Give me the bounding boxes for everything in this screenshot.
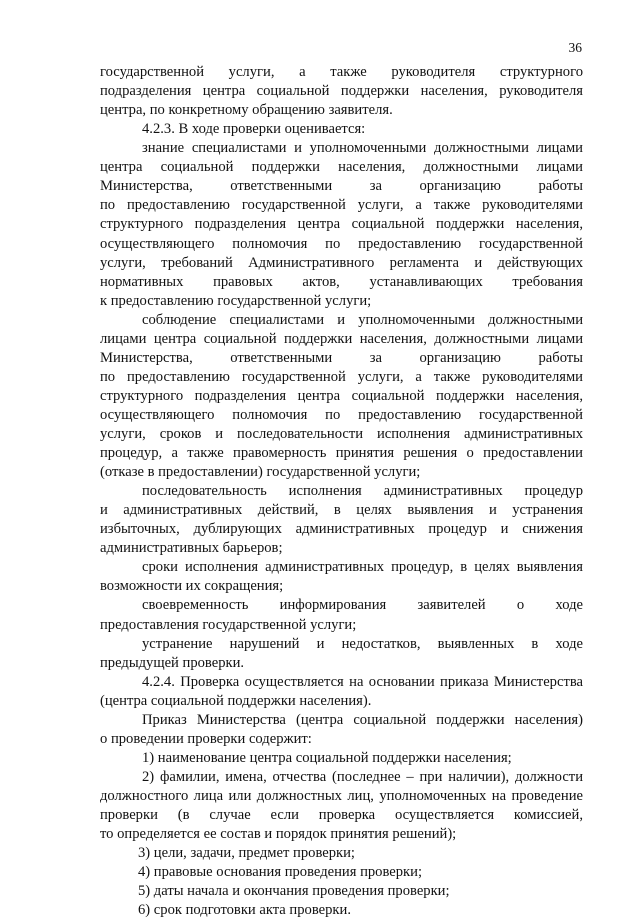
text-line: предоставления государственной услуги; [100, 616, 357, 633]
text-line: последовательность исполнения административных процедур [142, 483, 583, 500]
text-line: нормативных правовых актов, устанавливающих требования [100, 273, 583, 290]
text-line: устранение нарушений и недостатков, выявленных в ходе [142, 635, 583, 652]
text-line: процедур, а также правомерность принятия решения о предоставлении [100, 445, 583, 461]
text-line: осуществляющего полномочия по предоставлению государственной [100, 235, 583, 252]
page-number: 36 [568, 40, 582, 55]
text-line: (центра социальной поддержки населения). [100, 692, 372, 709]
list-item: 2) фамилии, имена, отчества (последнее – при наличии), должности [142, 768, 583, 785]
text-line: сроки исполнения административных процедур, в целях выявления [142, 559, 583, 576]
text-line: лицами центра социальной поддержки населения, должностными лицами [100, 330, 583, 347]
text-line: избыточных, дублирующих административных процедур и снижения [100, 521, 583, 538]
text-line: Министерства, ответственными за организацию работы [100, 178, 583, 195]
list-item: 5) даты начала и окончания проведения проверки; [138, 883, 450, 900]
text-line: структурного подразделения центра социальной поддержки населения, [100, 387, 583, 404]
text-line: возможности их сокращения; [100, 578, 284, 595]
text-line: к предоставлению государственной услуги; [100, 292, 372, 309]
text-line: центра социальной поддержки населения, должностными лицами [100, 159, 583, 176]
text-line: соблюдение специалистами и уполномоченными должностными [142, 311, 583, 328]
list-item: 6) срок подготовки акта проверки. [138, 902, 351, 919]
text-line: предыдущей проверки. [100, 654, 245, 671]
text-line: о проведении проверки содержит: [100, 730, 312, 747]
text-line: государственной услуги, а также руководителя структурного [100, 64, 583, 80]
list-item: 3) цели, задачи, предмет проверки; [138, 845, 355, 862]
list-item: 1) наименование центра социальной поддержки населения; [142, 749, 512, 766]
text-line: по предоставлению государственной услуги, а также руководителями [100, 368, 583, 385]
text-line: то определяется ее состав и порядок принятия решений); [100, 826, 457, 842]
text-line: структурного подразделения центра социальной поддержки населения, [100, 216, 583, 233]
text-line: Министерства, ответственными за организацию работы [100, 349, 583, 366]
text-line: услуги, сроков и последовательности исполнения административных [100, 425, 583, 442]
text-line: 4.2.3. В ходе проверки оценивается: [142, 121, 366, 138]
text-line: 4.2.4. Проверка осуществляется на основании приказа Министерства [142, 673, 583, 690]
text-line: центра, по конкретному обращению заявителя. [100, 102, 393, 119]
text-line: подразделения центра социальной поддержки населения, руководителя [100, 83, 583, 99]
text-line: услуги, требований Административного регламента и действующих [100, 254, 583, 271]
text-line: Приказ Министерства (центра социальной поддержки населения) [142, 711, 583, 728]
list-item: 4) правовые основания проведения проверки; [138, 864, 423, 881]
text-line: осуществляющего полномочия по предоставлению государственной [100, 406, 583, 423]
text-line: должностного лица или должностных лиц, уполномоченных на проведение [100, 787, 583, 804]
text-line: своевременность информирования заявителей о ходе [142, 597, 583, 614]
text-line: административных барьеров; [100, 540, 283, 557]
text-line: и административных действий, в целях выявления и устранения [100, 502, 583, 519]
text-line: проверки (в случае если проверка осуществляется комиссией, [100, 807, 583, 823]
text-line: по предоставлению государственной услуги, а также руководителями [100, 197, 583, 214]
text-line: (отказе в предоставлении) государственной услуги; [100, 464, 421, 481]
text-line: знание специалистами и уполномоченными должностными лицами [142, 140, 583, 157]
